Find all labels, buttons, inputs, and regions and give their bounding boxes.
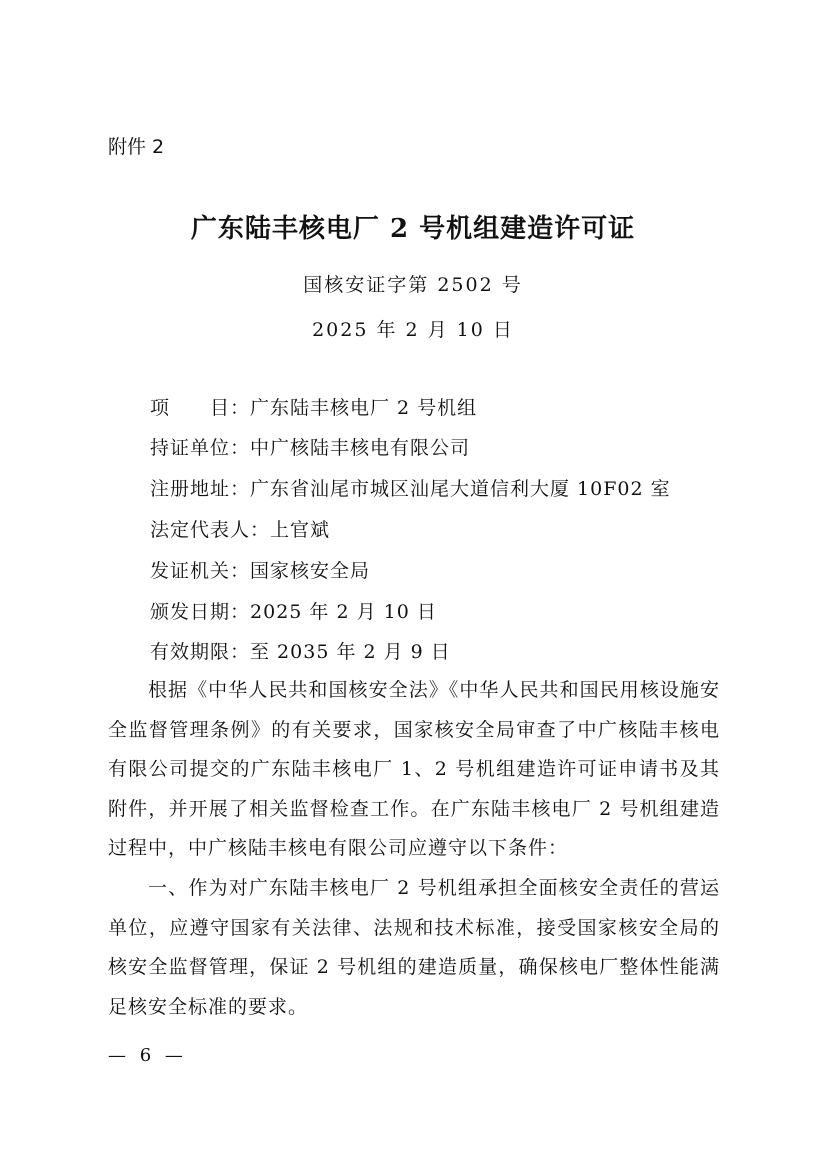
field-label: 持证单位： (150, 437, 251, 459)
field-holder (150, 433, 470, 460)
page-number: — 6 — (108, 1045, 187, 1066)
field-value: 广东陆丰核电厂 2 号机组 (250, 397, 478, 419)
field-value: 至 2035 年 2 月 9 日 (250, 641, 451, 663)
field-label: 注册地址： (150, 478, 251, 500)
field-value: 中广核陆丰核电有限公司 (250, 437, 471, 459)
field-label: 有效期限： (150, 641, 251, 663)
field-validity (150, 637, 451, 664)
field-address (150, 474, 671, 501)
field-legal-rep (150, 515, 330, 542)
document-title: 广东陆丰核电厂 2 号机组建造许可证 (190, 214, 636, 244)
field-project (150, 393, 477, 420)
issue-date-header: 2025 年 2 月 10 日 (312, 319, 514, 341)
field-issuer (150, 556, 370, 583)
field-label: 发证机关： (150, 560, 251, 582)
license-number: 国核安证字第 2502 号 (303, 274, 523, 296)
field-label: 颁发日期： (150, 601, 251, 623)
attachment-label: 附件 2 (108, 136, 165, 158)
body-paragraph-2: 一、作为对广东陆丰核电厂 2 号机组承担全面核安全责任的营运单位，应遵守国家有关法律、法规和技术标准，接受国家核安全局的核安全监督管理，保证 2 号机组的建造质量，确保核电厂整体性能满足核安全标准的要求。 (108, 877, 720, 1018)
field-label: 法定代表人： (150, 519, 271, 541)
field-value: 2025 年 2 月 10 日 (250, 601, 437, 623)
field-label: 项 目： (150, 397, 251, 419)
field-value: 广东省汕尾市城区汕尾大道信利大厦 10F02 室 (250, 478, 671, 500)
field-value: 上官斌 (270, 519, 331, 541)
body-paragraph-1: 根据《中华人民共和国核安全法》《中华人民共和国民用核设施安全监督管理条例》的有关要求，国家核安全局审查了中广核陆丰核电有限公司提交的广东陆丰核电厂 1、2 号机组建造许可证申请书及其附件，并开展了相关监督检查工作。在广东陆丰核电厂 2 号机组建造过程中，中广核陆丰核电有限公司应遵守以下条件： (108, 679, 720, 859)
field-value: 国家核安全局 (250, 560, 371, 582)
field-issue-date (150, 597, 437, 624)
